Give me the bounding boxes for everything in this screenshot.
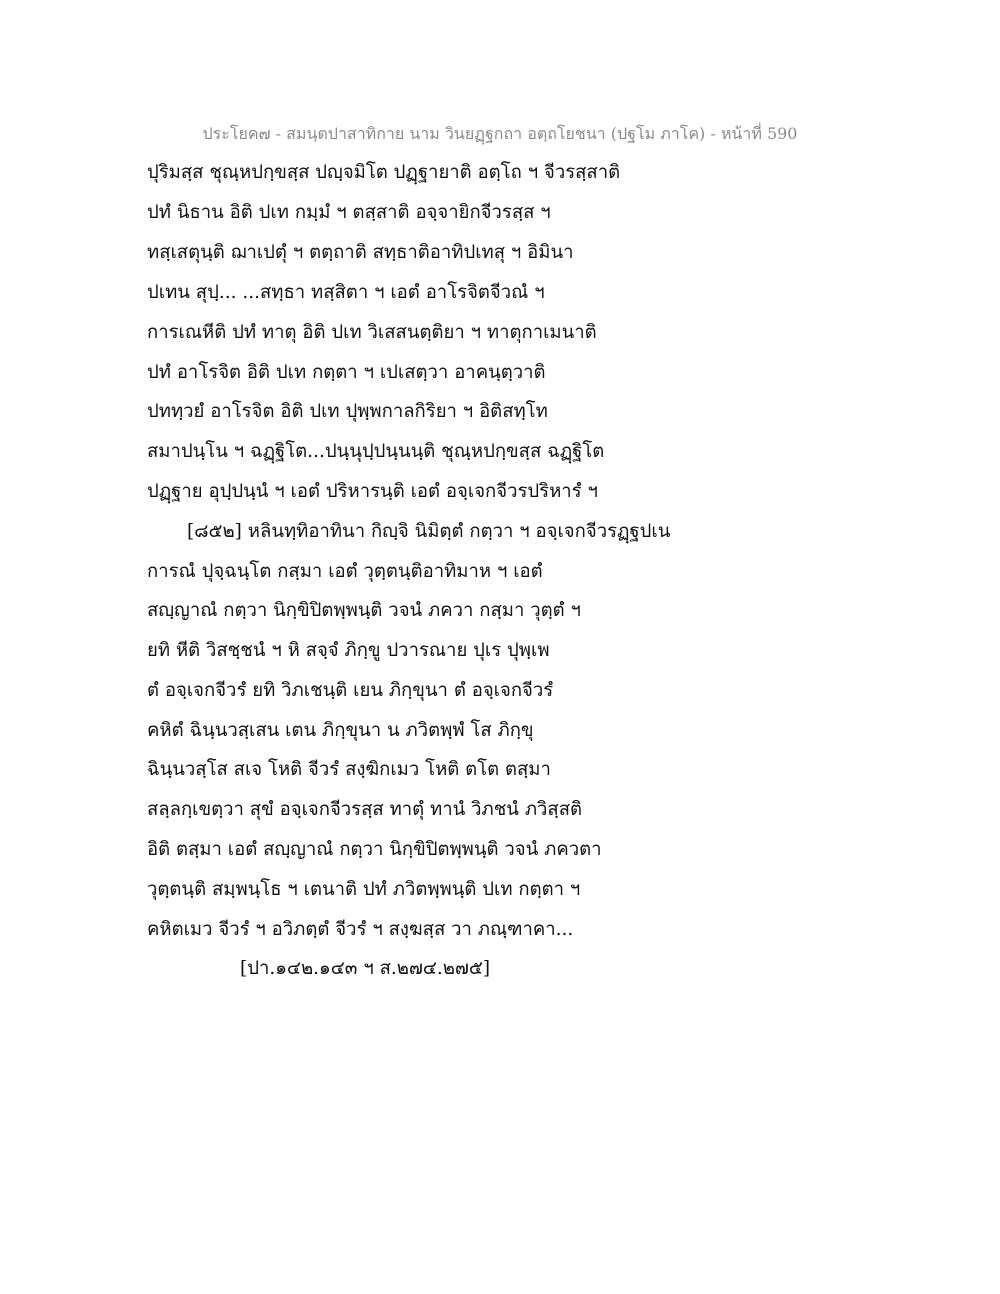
text-line-9: ปฏฺฐาย อุปฺปนฺนํ ฯ เอตํ ปริหารนฺติ เอตํ อจฺเจกจีวรปริหารํ ฯ [147, 481, 598, 502]
text-line-1: ปุริมสฺส ชุณฺหปกฺขสฺส ปญฺจมิโต ปฏฺฐายาติ อตฺโถ ฯ จีวรสฺสาติ [147, 162, 621, 183]
text-line-11: การณํ ปุจฺฉนฺโต กสฺมา เอตํ วุตฺตนฺติอาทิมาห ฯ เอตํ [147, 561, 543, 582]
text-line-20: คหิตเมว จีวรํ ฯ อวิภตฺตํ จีวรํ ฯ สงฺฆสฺส วา ภณฺฑาคา... [147, 919, 574, 940]
text-line-15: คหิตํ ฉินฺนวสฺเสน เตน ภิกฺขุนา น ภวิตพฺพํ โส ภิกฺขุ [147, 720, 534, 741]
text-line-4: ปเทน สุปฺ... ...สทฺธา ทสฺสิตา ฯ เอตํ อาโรจิตจีวณํ ฯ [147, 282, 545, 303]
page-header: ประโยค๗ - สมนฺตปาสาทิกาย นาม วินยฏฺฐกถา อตฺถโยชนา (ปฐโม ภาโค) - หน้าที่ 590 [202, 124, 798, 143]
text-line-16: ฉินฺนวสฺโส สเจ โหติ จีวรํ สงฺฆิกเมว โหติ ตโต ตสฺมา [147, 759, 551, 780]
text-line-5: การเณหีติ ปทํ ทาตุ อิติ ปเท วิเสสนตฺติยา ฯ ทาตุกาเมนาติ [147, 322, 597, 343]
text-line-14: ตํ อจฺเจกจีวรํ ยทิ วิภเชนฺติ เยน ภิกฺขุนา ตํ อจฺเจกจีวรํ [147, 680, 554, 701]
reference-line: [ปา.๑๔๒.๑๔๓ ฯ ส.๒๗๔.๒๗๕] [240, 958, 491, 979]
text-line-6: ปทํ อาโรจิต อิติ ปเท กตฺตา ฯ เปเสตฺวา อาคนฺตฺวาติ [147, 362, 546, 383]
text-line-13: ยทิ หีติ วิสชฺชนํ ฯ หิ สจฺจํ ภิกฺขู ปวารณาย ปุเร ปุพฺเพ [147, 640, 550, 661]
text-line-19: วุตฺตนฺติ สมฺพนฺโธ ฯ เตนาติ ปทํ ภวิตพฺพนฺติ ปเท กตฺตา ฯ [147, 879, 581, 900]
text-line-12: สญฺญาณํ กตฺวา นิกฺขิปิตพฺพนฺติ วจนํ ภควา กสฺมา วุตฺตํ ฯ [147, 600, 581, 621]
text-line-10: [๘๕๒] หลินทฺทิอาทินา กิญฺจิ นิมิตฺตํ กตฺวา ฯ อจฺเจกจีวรฏฺฐปเน [187, 521, 671, 542]
text-line-17: สลฺลกฺเขตฺวา สุขํ อจฺเจกจีวรสฺส ทาตุํ ทานํ วิภชนํ ภวิสฺสติ [147, 799, 583, 820]
text-line-8: สมาปนฺโน ฯ ฉฏฺฐิโต...ปนฺนุปฺปนฺนนฺติ ชุณฺหปกฺขสฺส ฉฏฺฐิโต [147, 441, 605, 462]
text-line-7: ปททฺวยํ อาโรจิต อิติ ปเท ปุพฺพกาลกิริยา ฯ อิติสทฺโท [147, 401, 548, 422]
text-line-18: อิติ ตสฺมา เอตํ สญฺญาณํ กตฺวา นิกฺขิปิตพฺพนฺติ วจนํ ภควตา [147, 839, 602, 860]
text-line-2: ปทํ นิธาน อิติ ปเท กมฺมํ ฯ ตสฺสาติ อจฺจายิกจีวรสฺส ฯ [147, 202, 551, 223]
text-line-3: ทสฺเสตุนฺติ ฌาเปตุํ ฯ ตตฺถาติ สทฺธาติอาทิปเทสุ ฯ อิมินา [147, 242, 574, 263]
